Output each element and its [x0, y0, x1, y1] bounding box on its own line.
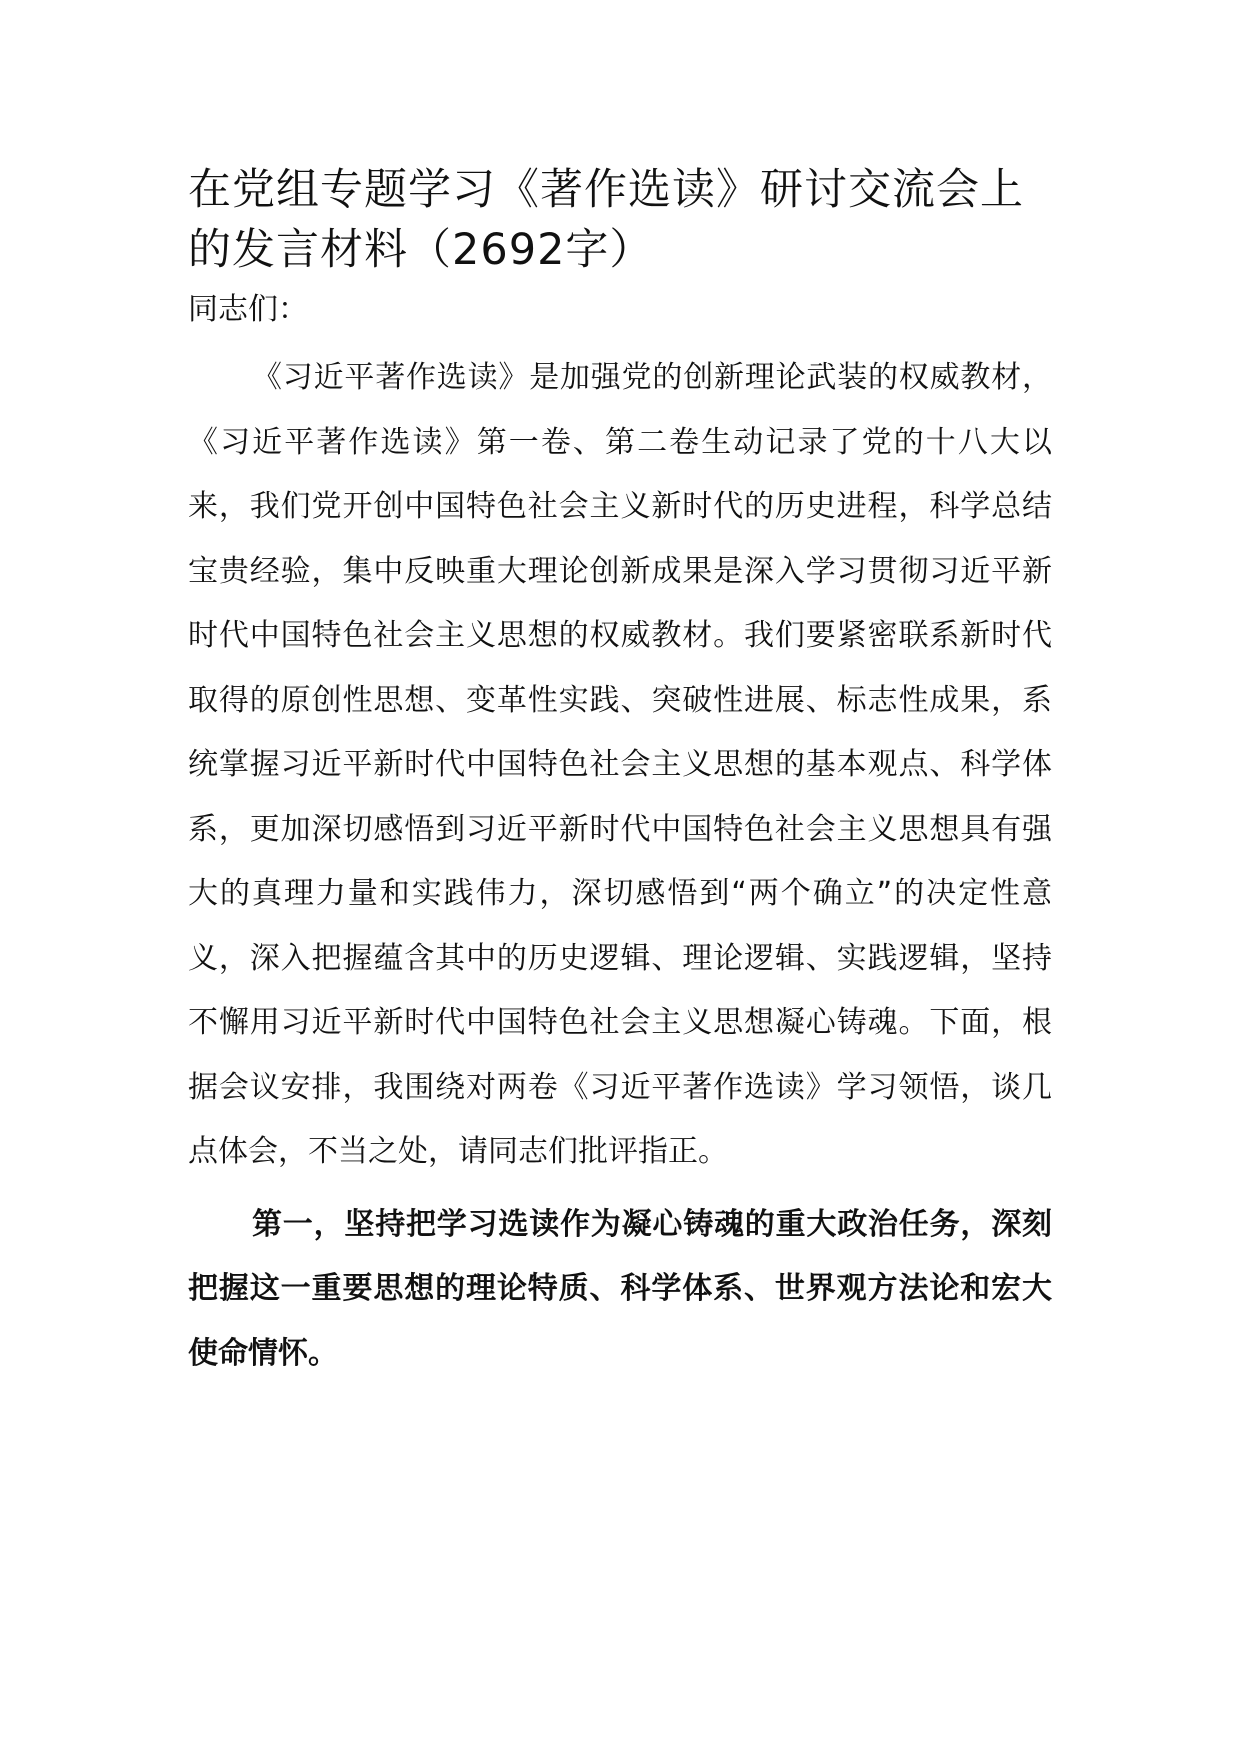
- document-body: [188, 160, 1052, 1386]
- section-one-heading: 第一，坚持把学习选读作为凝心铸魂的重大政治任务，深刻把握这一重要思想的理论特质、科学体系、世界观方法论和宏大使命情怀。: [188, 1206, 1052, 1371]
- salutation: 同志们：: [188, 292, 308, 327]
- document-title: 在党组专题学习《著作选读》研讨交流会上的发言材料（2692字）: [188, 165, 1024, 275]
- intro-paragraph: 《习近平著作选读》是加强党的创新理论武装的权威教材，《习近平著作选读》第一卷、第二卷生动记录了党的十八大以来，我们党开创中国特色社会主义新时代的历史进程，科学总结宝贵经验，集中反映重大理论创新成果是深入学习贯彻习近平新时代中国特色社会主义思想的权威教材。我们要紧密联系新时代取得的原创性思想、变革性实践、突破性进展、标志性成果，系统掌握习近平新时代中国特色社会主义思想的基本观点、科学体系，更加深切感悟到习近平新时代中国特色社会主义思想具有强大的真理力量和实践伟力，深切感悟到“两个确立”的决定性意义，深入把握蕴含其中的历史逻辑、理论逻辑、实践逻辑，坚持不懈用习近平新时代中国特色社会主义思想凝心铸魂。下面，根据会议安排，我围绕对两卷《习近平著作选读》学习领悟，谈几点体会，不当之处，请同志们批评指正。: [188, 360, 1052, 1169]
